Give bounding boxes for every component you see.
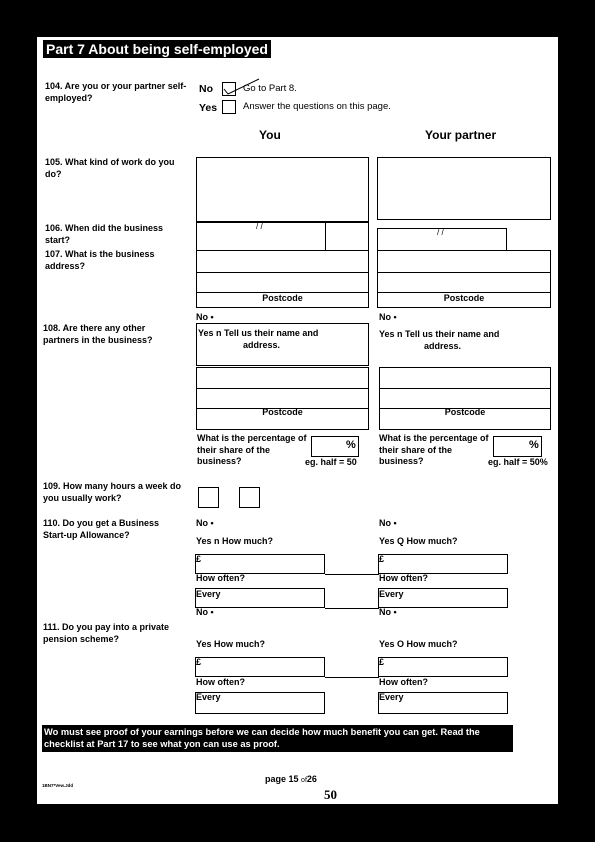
- q108-partner-yes: Yes n Tell us their name and: [379, 329, 500, 339]
- q111-you-no: No •: [196, 607, 214, 617]
- section-title: Part 7 About being self-employed: [43, 40, 271, 58]
- q110-you-every: Every: [196, 589, 221, 599]
- q110-you-pound: £: [196, 554, 202, 564]
- q108-partner-no: No •: [379, 312, 397, 322]
- footer-code: 1BN7*Vew.Jdd: [42, 783, 74, 788]
- q108-partner-postcode-label: Postcode: [444, 407, 486, 417]
- q104-no-checkbox[interactable]: [222, 82, 236, 96]
- q108-partner-address-field[interactable]: [379, 367, 551, 430]
- q108-partner-example: eg. half = 50%: [488, 457, 548, 467]
- q110-partner-every: Every: [379, 589, 404, 599]
- question-104: 104. Are you or your partner self-employed?: [45, 81, 187, 103]
- q108-you-postcode-label: Postcode: [262, 407, 303, 417]
- question-105: 105. What kind of work do you do?: [45, 157, 175, 179]
- q111-you-how-often: How often?: [196, 677, 245, 687]
- q108-you-example: eg. half = 50: [305, 457, 357, 467]
- question-107: 107. What is the business address?: [45, 249, 155, 271]
- q110-partner-no: No •: [379, 518, 397, 528]
- q111-partner-yes: Yes O How much?: [379, 639, 458, 649]
- q109-hours-box-2[interactable]: [239, 487, 260, 508]
- page-of: of: [301, 777, 307, 784]
- q111-partner-how-often: How often?: [379, 677, 428, 687]
- q111-partner-pound: £: [379, 657, 385, 667]
- q108-partner-share-question: What is the percentage of their share of the business?: [379, 433, 489, 466]
- q106-you-year-field[interactable]: [325, 222, 369, 251]
- q110-you-amount-field[interactable]: [195, 554, 325, 574]
- q104-no-label: No: [199, 83, 213, 95]
- q108-partner-yes-2: address.: [424, 341, 462, 351]
- question-111: 111. Do you pay into a private pension scheme?: [43, 622, 170, 644]
- q111-partner-no: No •: [379, 607, 397, 617]
- q110-partner-pound: £: [379, 554, 385, 564]
- q109-hours-box-1[interactable]: [198, 487, 219, 508]
- q104-yes-checkbox[interactable]: [222, 100, 236, 114]
- page-current: page 15: [265, 774, 299, 784]
- q106-you-date-sep: / /: [256, 222, 263, 231]
- question-110: 110. Do you get a Business Start-up Allowance?: [43, 518, 160, 540]
- question-108: 108. Are there any other partners in the business?: [43, 323, 153, 345]
- q105-partner-field[interactable]: [377, 157, 551, 220]
- column-you: You: [259, 128, 281, 142]
- q110-you-how-often: How often?: [196, 573, 245, 583]
- q110-you-yes: Yes n How much?: [196, 536, 274, 546]
- question-109: 109. How many hours a week do you usually work?: [43, 481, 182, 503]
- page-total: 26: [306, 774, 317, 784]
- q108-you-percent-sign: %: [346, 439, 356, 451]
- q110-partner-yes: Yes Q How much?: [379, 536, 458, 546]
- q108-you-yes: Yes n Tell us their name and: [198, 328, 319, 338]
- q110-partner-how-often: How often?: [379, 573, 428, 583]
- column-partner: Your partner: [425, 128, 497, 142]
- q104-no-text: Go to Part 8.: [243, 83, 297, 94]
- q111-you-every: Every: [196, 692, 221, 702]
- q108-you-address-field[interactable]: [196, 367, 369, 430]
- q105-you-field[interactable]: [196, 157, 369, 222]
- q107-you-postcode-label: Postcode: [262, 293, 303, 303]
- q111-you-amount-field[interactable]: [195, 657, 325, 677]
- q106-partner-date-sep: / /: [437, 228, 444, 237]
- form-page: [37, 37, 558, 804]
- q104-yes-text: Answer the questions on this page.: [243, 101, 391, 112]
- q111-you-yes: Yes How much?: [196, 639, 266, 649]
- question-106: 106. When did the business start?: [45, 223, 164, 245]
- page-indicator: [265, 774, 317, 784]
- q111-partner-every: Every: [379, 692, 404, 702]
- q108-you-share-question: What is the percentage of their share of the business?: [197, 433, 307, 466]
- q108-you-yes-2: address.: [243, 340, 281, 350]
- q111-partner-amount-field[interactable]: [378, 657, 508, 677]
- q104-yes-label: Yes: [199, 102, 218, 114]
- q111-you-pound: £: [196, 657, 202, 667]
- proof-notice: Wo must see proof of your earnings before we can decide how much benefit you can get. Read the checklist at Part 17 to see what yon can use as proof.: [42, 725, 513, 752]
- q110-you-no: No •: [196, 518, 214, 528]
- q108-partner-percent-sign: %: [529, 439, 539, 451]
- page-number: 50: [324, 787, 337, 802]
- q110-partner-amount-field[interactable]: [378, 554, 508, 574]
- q107-partner-postcode-label: Postcode: [443, 293, 485, 303]
- q108-you-no: No •: [196, 312, 214, 322]
